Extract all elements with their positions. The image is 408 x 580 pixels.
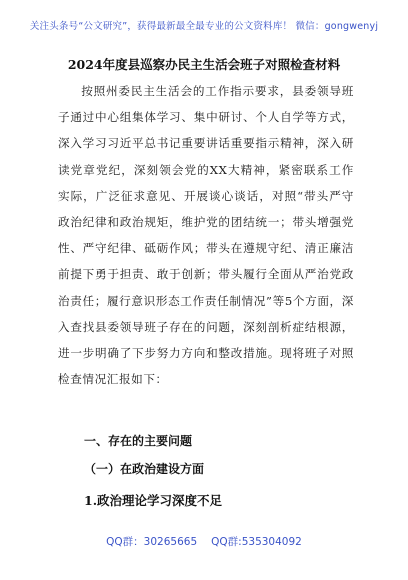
section-heading-1: 一、存在的主要问题	[84, 434, 193, 448]
footer-qq-group-2: QQ群:535304092	[211, 536, 302, 548]
subsection-heading: （一）在政治建设方面	[84, 462, 205, 476]
top-banner: 关注头条号“公文研究”，获得最新最全最专业的公文资料库！ 微信：gongwenyj	[29, 21, 379, 32]
footer-qq-group-1: QQ群：30265665	[106, 536, 198, 548]
intro-paragraph: 按照州委民主生活会的工作指示要求，县委领导班子通过中心组集体学习、集中研讨、个人自学等方式，深入学习习近平总书记重要讲话重要指示精神，深入研读党章党纪，深刻领会党的XX大精神，紧密联系工作实际，广泛征求意见、开展谈心谈话，对照“带头严守政治纪律和政治规矩，维护党的团结统一；带头增强党性、严守纪律、砥砺作风；带头在遵规守纪、清正廉洁前提下勇于担责、敢于创新；带头履行全面从严治党政治责任；履行意识形态工作责任制情况”等5个方面，深入查找县委领导班子存在的问题，深刻剖析症结根源，进一步明确了下步努力方向和整改措施。现将班子对照检查情况汇报如下：	[58, 84, 354, 387]
footer	[0, 534, 408, 549]
document-title: 2024年度县巡察办民主生活会班子对照检查材料	[67, 57, 341, 72]
item-heading: 1.政治理论学习深度不足	[84, 493, 223, 508]
